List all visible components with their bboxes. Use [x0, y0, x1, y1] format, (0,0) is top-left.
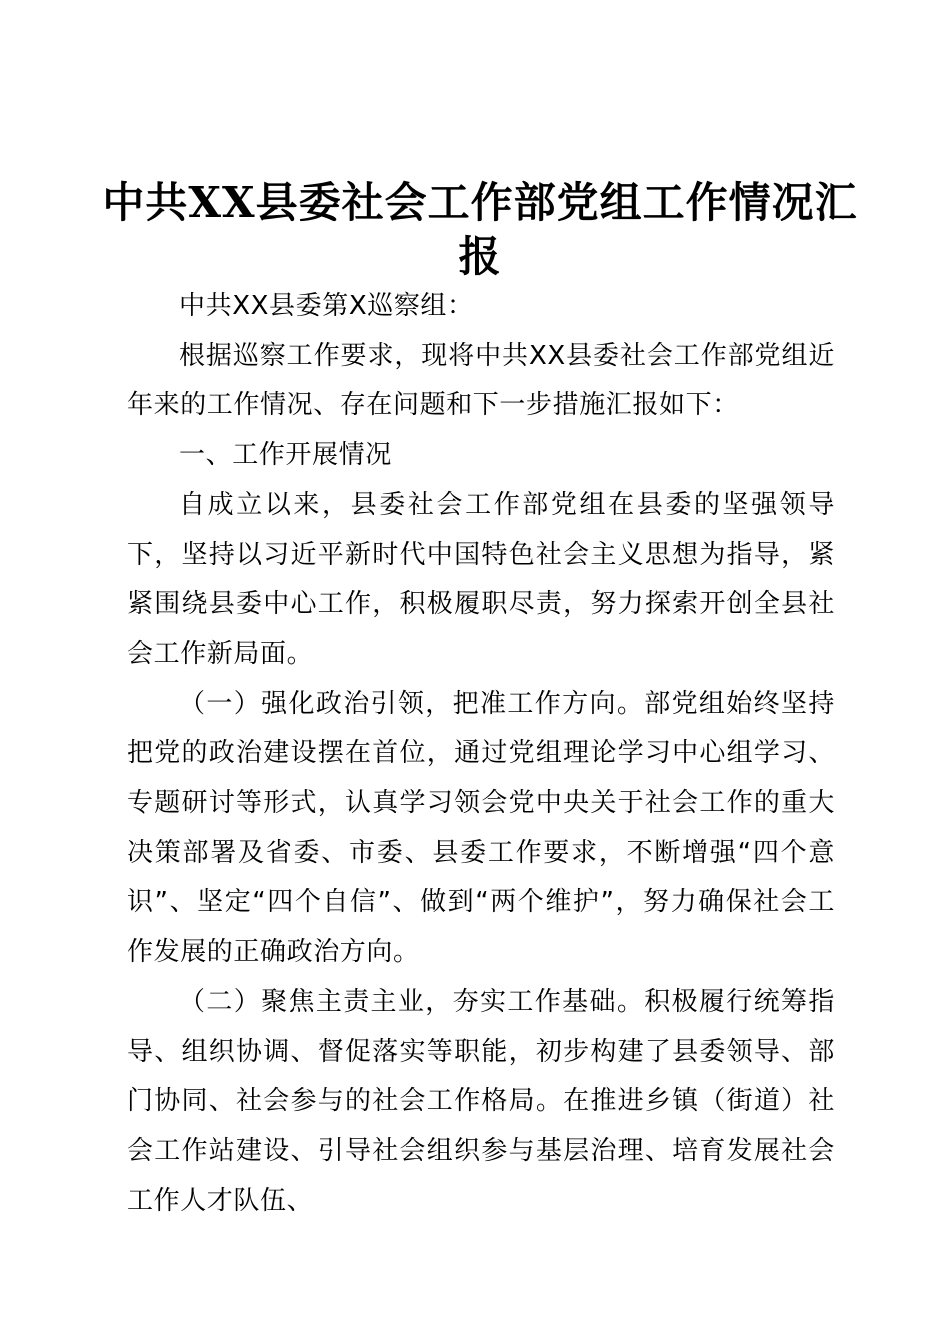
paragraph-overview: 自成立以来，县委社会工作部党组在县委的坚强领导下，坚持以习近平新时代中国特色社会主义思想为指导，紧紧围绕县委中心工作，积极履职尽责，努力探索开创全县社会工作新局面。: [127, 489, 835, 669]
salutation: 中共XX县委第X巡察组：: [179, 291, 474, 321]
section-heading: 一、工作开展情况: [179, 440, 392, 471]
paragraph-item-1: （一）强化政治引领，把准工作方向。部党组始终坚持把党的政治建设摆在首位，通过党组理论学习中心组学习、专题研讨等形式，认真学习领会党中央关于社会工作的重大决策部署及省委、市委、县委工作要求，不断增强“四个意识”、坚定“四个自信”、做到“两个维护”，努力确保社会工作发展的正确政治方向。: [127, 688, 835, 968]
document-title: 中共XX县委社会工作部党组工作情况汇报: [102, 178, 858, 281]
document-body: [127, 282, 835, 1226]
paragraph-intro: 根据巡察工作要求，现将中共XX县委社会工作部党组近年来的工作情况、存在问题和下一步措施汇报如下：: [127, 340, 835, 421]
paragraph-item-2: （二）聚焦主责主业，夯实工作基础。积极履行统筹指导、组织协调、督促落实等职能，初步构建了县委领导、部门协同、社会参与的社会工作格局。在推进乡镇（街道）社会工作站建设、引导社会组织参与基层治理、培育发展社会工作人才队伍、: [127, 986, 835, 1216]
